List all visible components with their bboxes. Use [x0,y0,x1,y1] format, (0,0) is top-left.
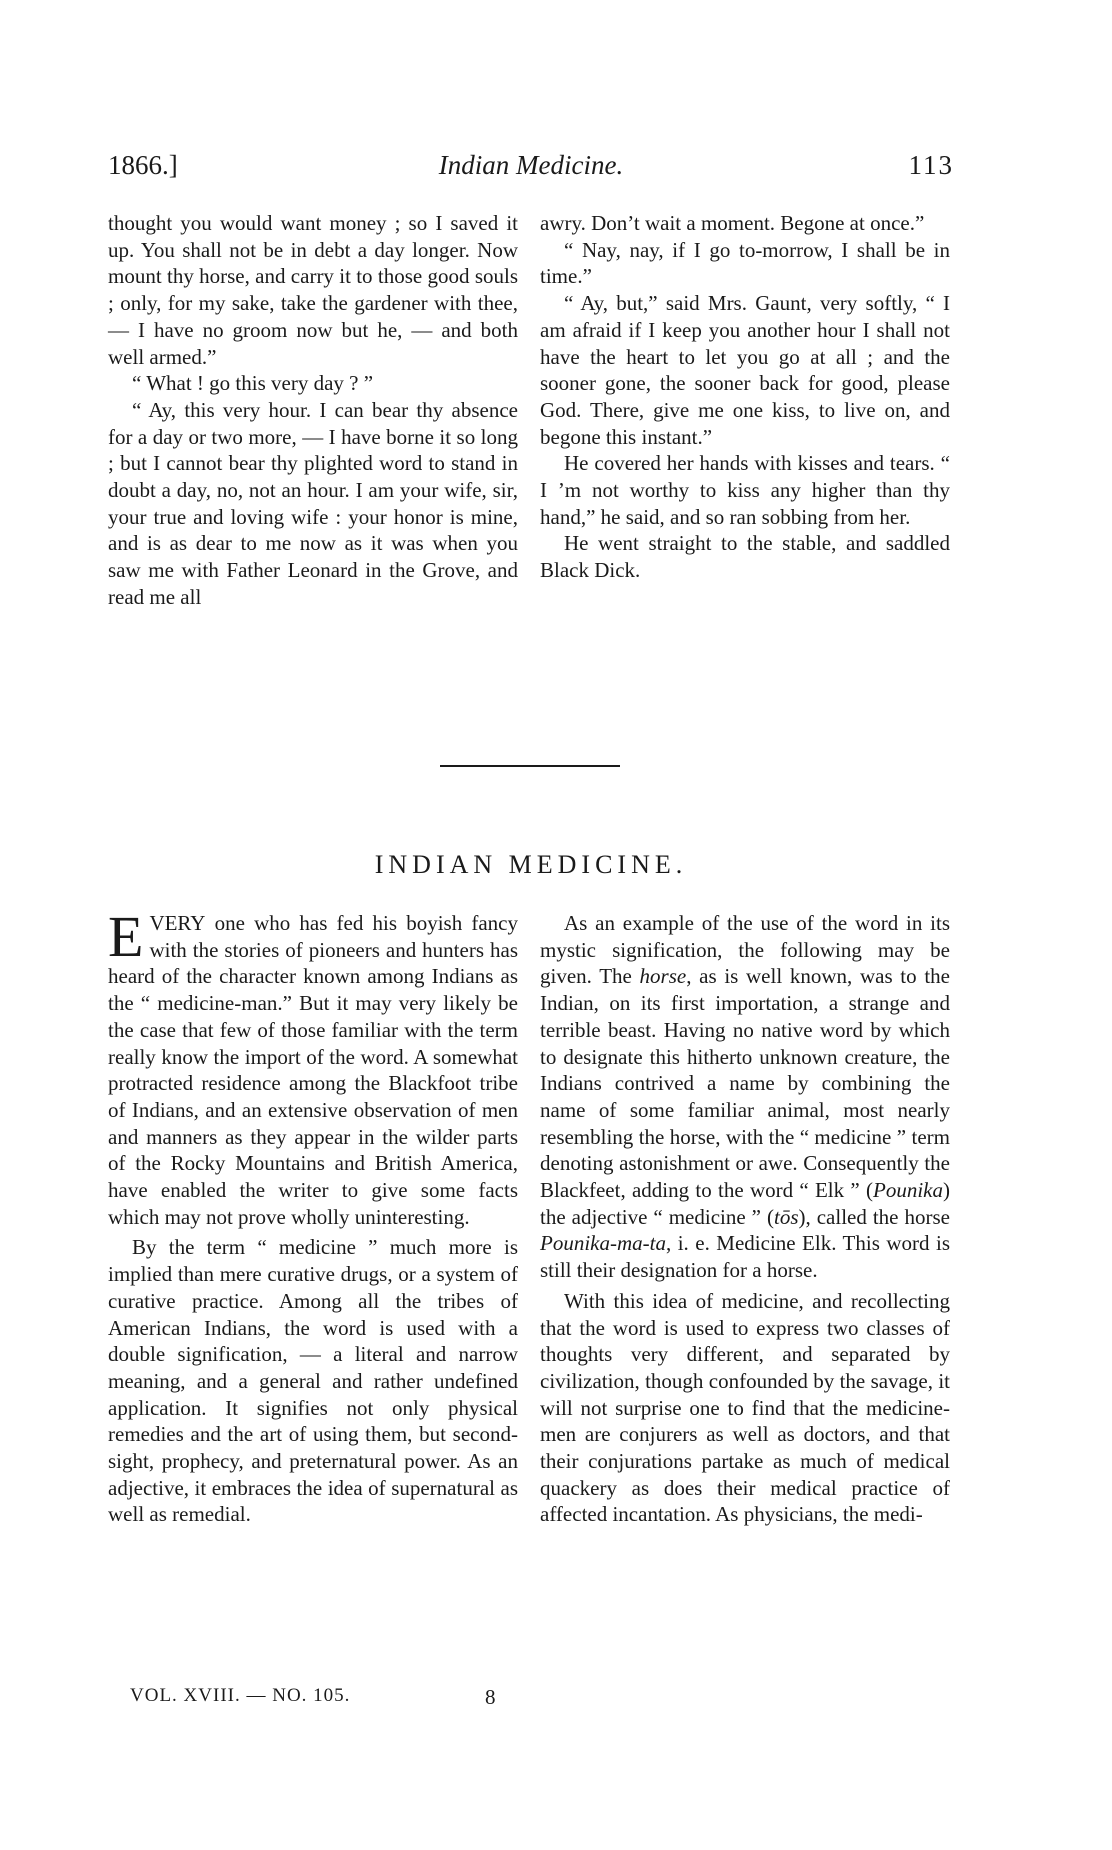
italic-term: Pounika [873,1178,943,1203]
article-paragraph: With this idea of medicine, and recollecting that the word is used to express two classes of thoughts very different, and separated by civilization, though confounded by the savage, it will not surprise one to find that the medicine-men are conjurers as well as doctors, and that their conjurations partake as much of medical quackery as does their medical practice of affected incantation. As physicians, the medi- [540,1288,950,1527]
paragraph-text: , i. e. Medicine Elk. This word is still their designation for a horse. [540,1231,950,1283]
article-paragraph: By the term “ medicine ” much more is implied than mere curative drugs, or a system of curative practice. Among all the tribes of American Indians, the word is used with a double signification, — a literal and narrow meaning, and a general and rather undefined application. It signifies not only physical remedies and the art of using them, but second-sight, prophecy, and preternatural power. As an adjective, it embraces the idea of supernatural as well as remedial. [108,1235,518,1527]
running-head [108,150,954,190]
paragraph-text: , as is well known, was to the Indian, on its first importation, a strange and terrible beast. Having no native word by which to designate this hitherto unknown creature, the Indians contrived a name by combining the name of some familiar animal, most nearly resembling the horse, with the “ medicine ” term denoting astonishment or awe. Consequently the Blackfeet, adding to the word “ Elk ” ( [540,964,950,1203]
italic-term: Pounika-ma-ta [540,1231,666,1256]
prior-story-paragraph: awry. Don’t wait a moment. Begone at once.” [540,211,925,235]
article-title: INDIAN MEDICINE. [374,850,688,879]
paragraph-text: one who has fed his boyish fancy with the stories of pioneers and hunters has heard of the character known among Indians as the “ medicine-man.” But it may very likely be the case that few of those familiar with the term really know the import of the word. A somewhat protracted residence among the Blackfoot tribe of Indians, and an extensive observation of men and manners as they appear in the wilder parts of the Rocky Mountains and British America, have enabled the writer to give some facts which may not prove wholly uninteresting. [108,911,518,1229]
prior-story-left-column [108,210,518,611]
article-paragraph [540,910,950,1284]
volume-number: VOL. XVIII. — NO. 105. [130,1685,351,1706]
italic-term: horse [639,964,687,989]
article-paragraph [108,904,518,1230]
page-number: 113 [908,150,954,180]
prior-story-paragraph: “ Nay, nay, if I go to-morrow, I shall be in time.” [540,237,950,289]
first-word: VERY [149,911,206,935]
prior-story-paragraph: thought you would want money ; so I saved it up. You shall not be in debt a day longer. Now mount thy horse, and carry it to those good souls ; only, for my sake, take the gardener with thee, — I have no groom now but he, — and both well armed.” [108,211,518,369]
article-left-column [108,904,518,1528]
prior-story-paragraph: “ What ! go this very day ? ” [132,371,374,396]
page-footer [130,1685,510,1715]
signature-mark: 8 [485,1685,497,1709]
article-right-column [540,910,950,1528]
paragraph-text: ) the adjective “ medicine ” ( [540,1178,950,1229]
section-divider-rule [440,765,620,767]
prior-story-paragraph: “ Ay, but,” said Mrs. Gaunt, very softly, “ I am afraid if I keep you another hour I shall not have the heart to let you go at all ; and the sooner gone, the sooner back for good, please God. There, give me one kiss, to live on, and begone this instant.” [540,291,950,449]
prior-story-paragraph: He covered her hands with kisses and tears. “ I ’m not worthy to kiss any higher than thy hand,” he said, and so ran sobbing from her. [540,451,950,529]
italic-term: tōs [773,1204,799,1229]
prior-story-right-column [540,210,950,584]
running-head-date: 1866.] [108,150,178,180]
paragraph-text: ), called the horse [798,1204,950,1229]
prior-story-paragraph: “ Ay, this very hour. I can bear thy absence for a day or two more, — I have borne it so long ; but I cannot bear thy plighted word to stand in doubt a day, no, not an hour. I am your wife, sir, your true and loving wife : your honor is mine, and is as dear to me now as it was when you saw me with Father Leonard in the Grove, and read me all [108,397,518,609]
drop-cap: E [108,904,144,969]
paragraph-text: As an example of the use of the word in its mystic signification, the following may be given. The [540,911,950,989]
running-head-title: Indian Medicine. [438,150,624,180]
prior-story-paragraph: He went straight to the stable, and saddled Black Dick. [540,531,950,583]
